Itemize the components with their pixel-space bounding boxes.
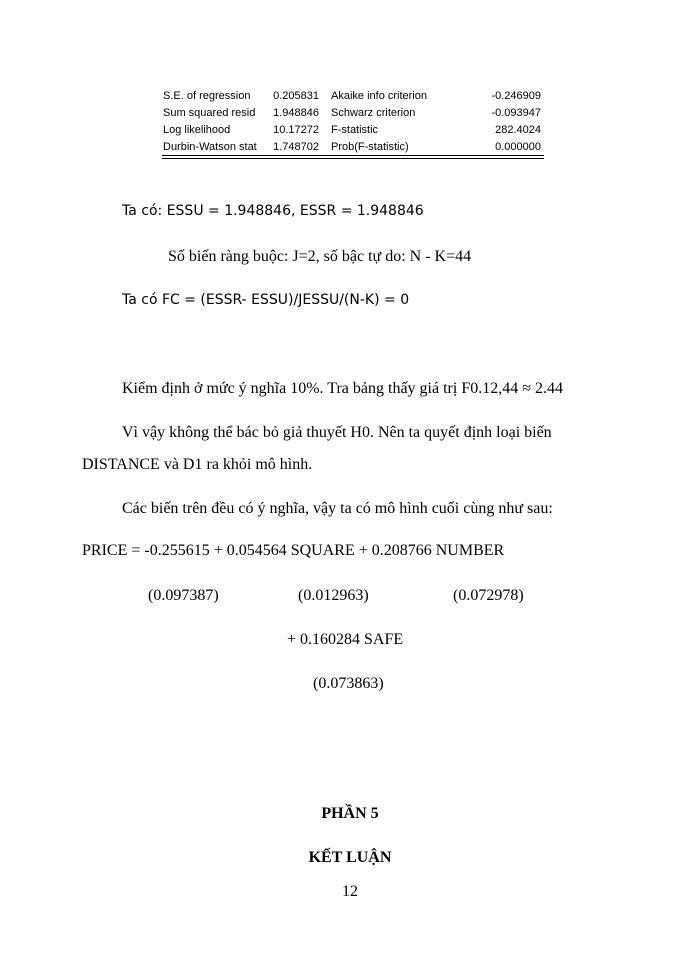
conclusion-line-cont: DISTANCE và D1 ra khỏi mô hình. bbox=[82, 456, 313, 473]
stat-label: S.E. of regression bbox=[163, 90, 251, 102]
stats-row bbox=[163, 139, 541, 156]
stat-value: 0.205831 bbox=[273, 90, 319, 102]
stats-row bbox=[163, 88, 541, 105]
stat-value: 282.4024 bbox=[495, 124, 541, 136]
std-error: (0.072978) bbox=[453, 587, 524, 604]
conclusion-line: Vì vậy không thể bác bỏ giả thuyết H0. Nên ta quyết định loại biến bbox=[122, 424, 552, 441]
stat-label: Schwarz criterion bbox=[331, 107, 416, 119]
table-rule bbox=[162, 155, 544, 156]
section-title: KẾT LUẬN bbox=[308, 849, 392, 866]
test-line: Kiểm định ở mức ý nghĩa 10%. Tra bảng thấy giá trị F0.12,44 ≈ 2.44 bbox=[122, 380, 563, 397]
stat-value: 0.000000 bbox=[495, 141, 541, 153]
stat-label: Prob(F-statistic) bbox=[331, 141, 409, 153]
stat-label: Log likelihood bbox=[163, 124, 231, 136]
constraints-line: Số biến ràng buộc: J=2, số bậc tự do: N - K=44 bbox=[168, 248, 472, 265]
section-number: PHẦN 5 bbox=[321, 805, 379, 822]
stat-label: Durbin-Watson stat bbox=[163, 141, 257, 153]
std-error: (0.073863) bbox=[313, 675, 384, 692]
fc-formula-line: Ta có FC = (ESSR- ESSU)/JESSU/(N-K) = 0 bbox=[122, 292, 410, 308]
stat-value: 1.948846 bbox=[273, 107, 319, 119]
regression-stats-table bbox=[163, 88, 541, 156]
final-model-intro: Các biến trên đều có ý nghĩa, vậy ta có mô hình cuối cùng như sau: bbox=[122, 500, 553, 517]
stat-value: -0.246909 bbox=[491, 90, 541, 102]
stats-row bbox=[163, 122, 541, 139]
table-rule bbox=[162, 158, 544, 159]
stat-value: -0.093947 bbox=[491, 107, 541, 119]
stats-row bbox=[163, 105, 541, 122]
model-equation: PRICE = -0.255615 + 0.054564 SQUARE + 0.208766 NUMBER bbox=[82, 542, 505, 559]
std-error: (0.097387) bbox=[148, 587, 219, 604]
model-equation-cont: + 0.160284 SAFE bbox=[287, 631, 404, 648]
std-error: (0.012963) bbox=[298, 587, 369, 604]
stat-value: 1.748702 bbox=[273, 141, 319, 153]
stat-label: Sum squared resid bbox=[163, 107, 256, 119]
stat-label: Akaike info criterion bbox=[331, 90, 427, 102]
stat-value: 10.17272 bbox=[273, 124, 319, 136]
essu-essr-line: Ta có: ESSU = 1.948846, ESSR = 1.948846 bbox=[122, 203, 424, 219]
stat-label: F-statistic bbox=[331, 124, 379, 136]
page-number: 12 bbox=[342, 883, 358, 900]
